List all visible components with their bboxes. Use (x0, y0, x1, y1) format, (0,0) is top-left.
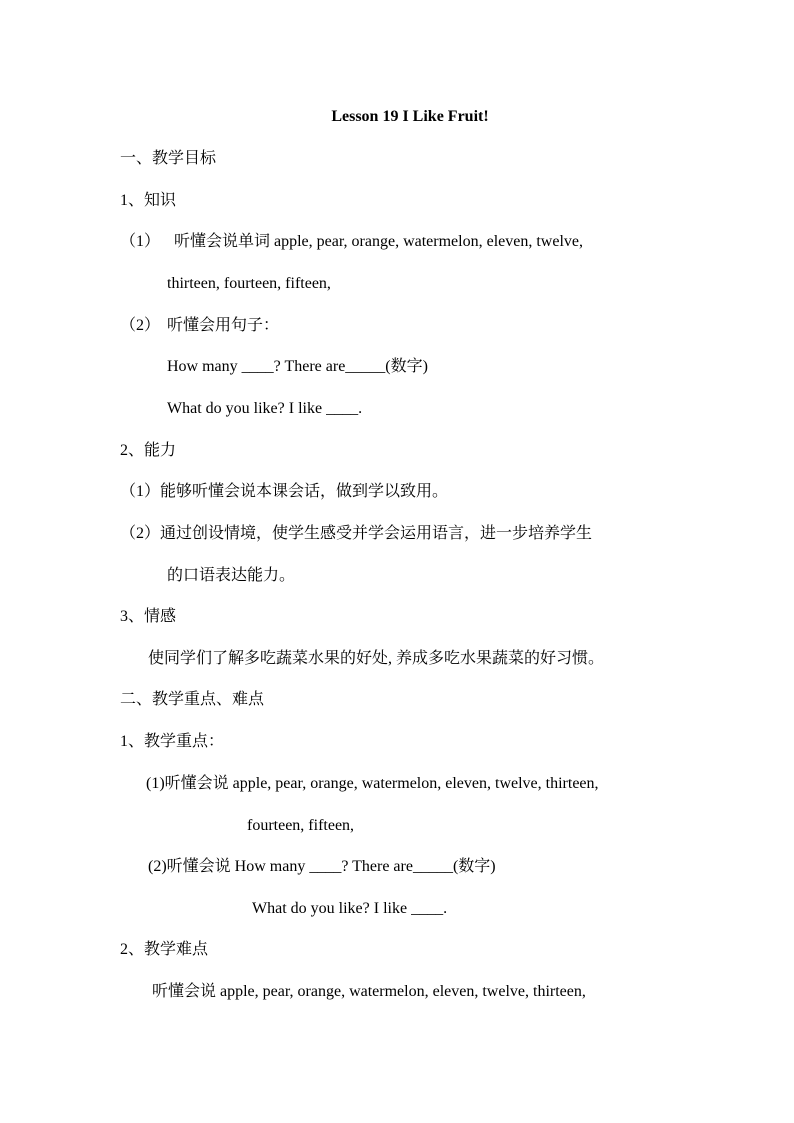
section-heading-objectives: 一、教学目标 (120, 150, 217, 167)
sentence-how-many: How many ____? There are_____(数字) (167, 358, 428, 375)
subheading-key-points: 1、教学重点： (120, 733, 225, 750)
ability-item2-line2: 的口语表达能力。 (167, 567, 296, 584)
key-points-item1-line1: (1)听懂会说 apple, pear, orange, watermelon, eleven, twelve, thirteen, (146, 775, 599, 792)
knowledge-item1-line1: 听懂会说单词 apple, pear, orange, watermelon, eleven, twelve, (174, 233, 583, 250)
knowledge-item2-prefix: （2） (120, 317, 161, 334)
emotion-text: 使同学们了解多吃蔬菜水果的好处, 养成多吃水果蔬菜的好习惯。 (148, 650, 605, 667)
lesson-title: Lesson 19 I Like Fruit! (331, 108, 489, 125)
ability-item1: （1）能够听懂会说本课会话，做到学以致用。 (120, 483, 449, 500)
subheading-difficult-points: 2、教学难点 (120, 941, 209, 958)
knowledge-item2-text: 听懂会用句子： (167, 317, 280, 334)
subheading-emotion: 3、情感 (120, 608, 177, 625)
section-heading-key-difficult: 二、教学重点、难点 (120, 691, 265, 708)
sentence-what-do-you-like: What do you like? I like ____. (167, 400, 363, 417)
key-points-item2-line1: (2)听懂会说 How many ____? There are_____(数字) (148, 858, 496, 875)
knowledge-item1-prefix: （1） (120, 233, 161, 250)
subheading-ability: 2、能力 (120, 442, 177, 459)
key-points-item1-line2: fourteen, fifteen, (247, 817, 355, 834)
subheading-knowledge: 1、知识 (120, 192, 177, 209)
difficult-points-line1: 听懂会说 apple, pear, orange, watermelon, eleven, twelve, thirteen, (152, 983, 586, 1000)
knowledge-item1-line2: thirteen, fourteen, fifteen, (167, 275, 331, 292)
ability-item2-line1: （2）通过创设情境，使学生感受并学会运用语言，进一步培养学生 (120, 525, 593, 542)
key-points-item2-line2: What do you like? I like ____. (252, 900, 448, 917)
